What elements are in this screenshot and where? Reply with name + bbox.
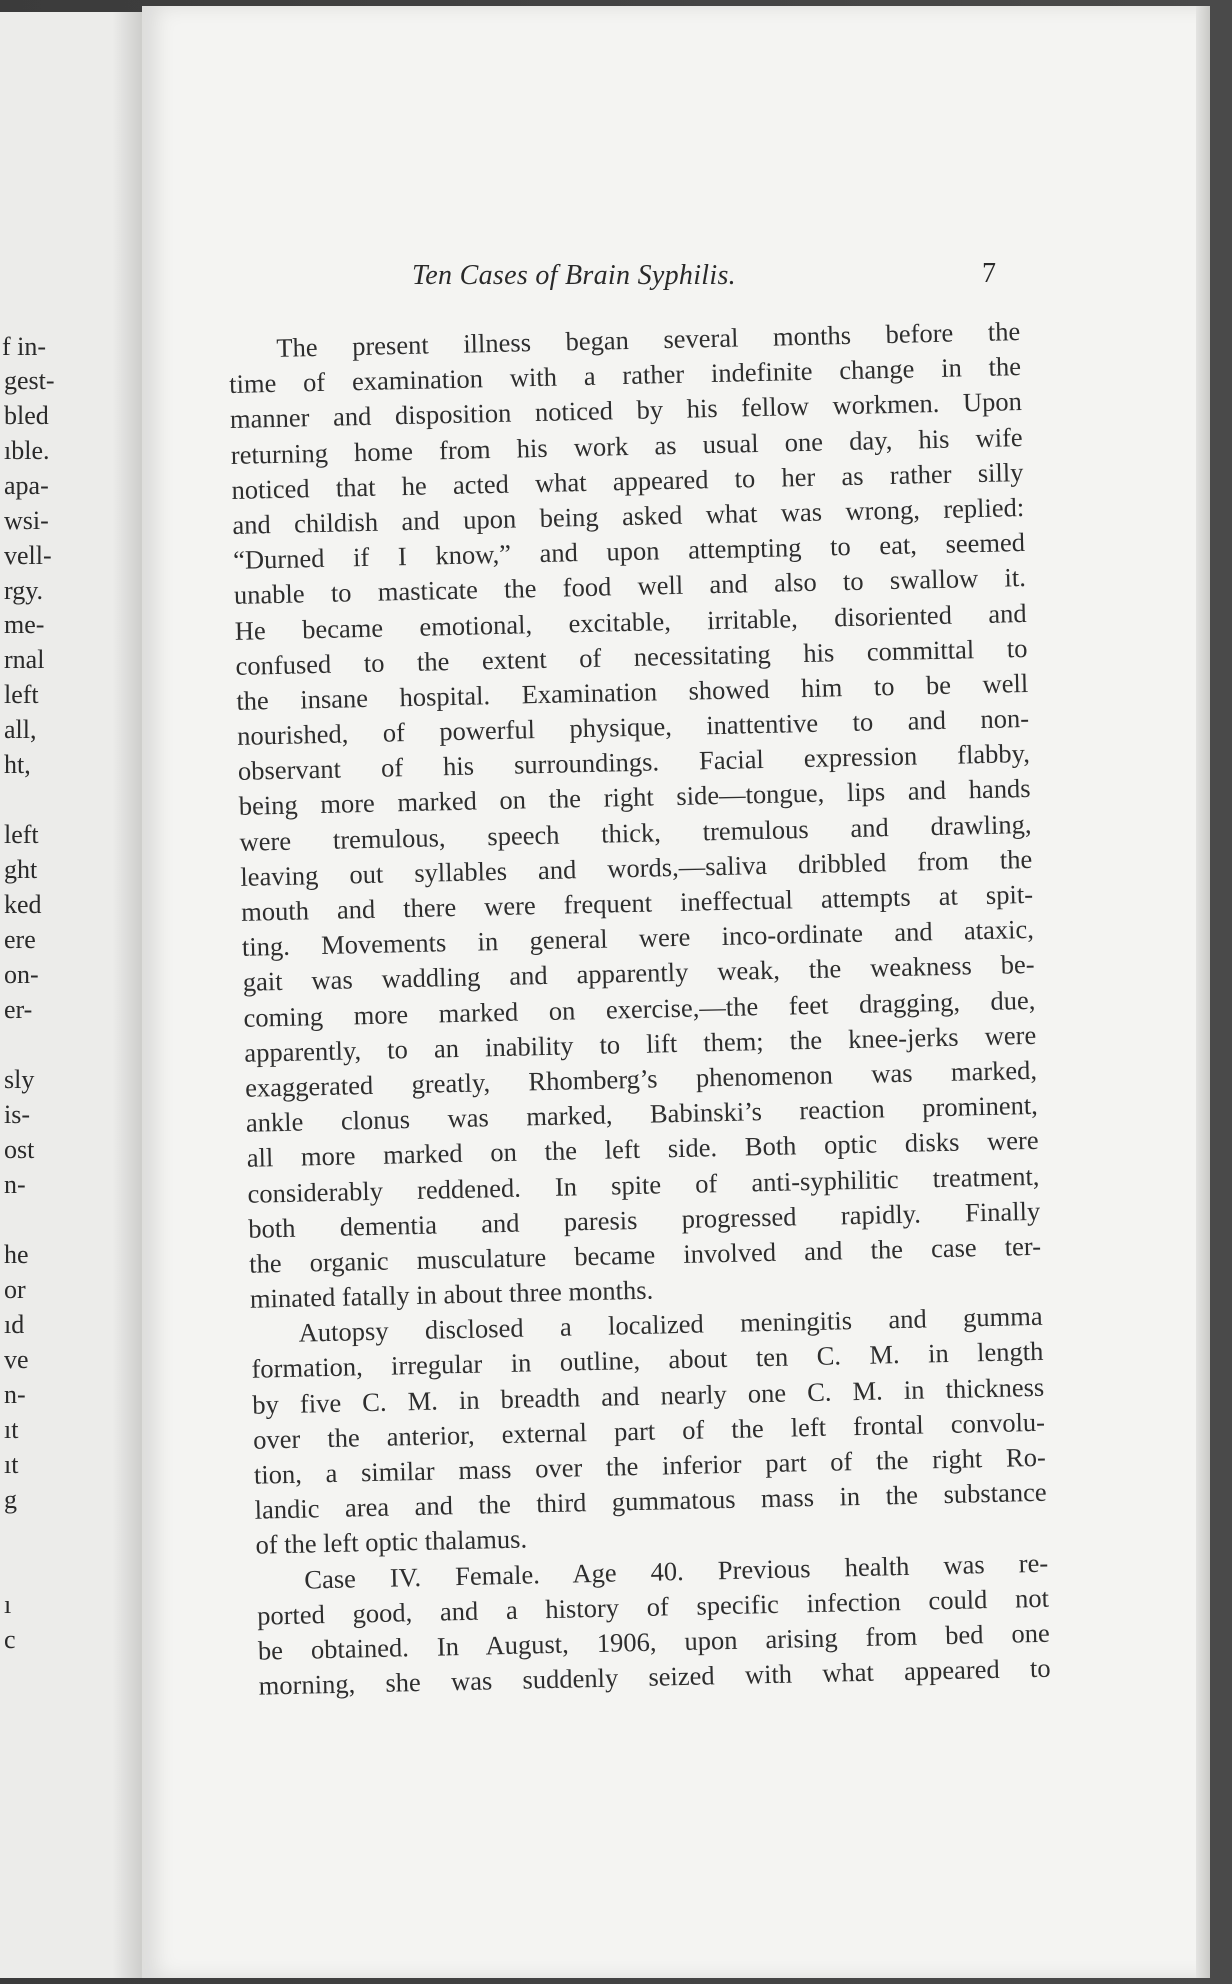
text-line: returning home from his work as usual one day, his wife	[230, 421, 1023, 470]
text-line: ported good, and a history of specific infection could not	[256, 1582, 1050, 1631]
text-line: minated fatally in about three months.	[249, 1274, 654, 1314]
text-line: ankle clonus was marked, Babinski’s reaction prominent,	[245, 1089, 1039, 1138]
left-page-fragment: on-	[4, 960, 39, 989]
left-page-fragment: apa-	[4, 471, 49, 500]
left-page-fragment: ıt	[4, 1415, 19, 1444]
left-page-fragment: ıd	[4, 1310, 25, 1339]
gutter-shadow	[112, 12, 140, 1978]
text-line: being more marked on the right side—tongue, lips and hands	[238, 773, 1031, 822]
text-line: ting. Movements in general were inco-ordinate and ataxic,	[241, 914, 1035, 963]
text-line: were tremulous, speech thick, tremulous and drawling,	[239, 808, 1032, 857]
paragraph	[256, 1545, 1051, 1704]
text-line: considerably reddened. In spite of anti-syphilitic treatment,	[247, 1160, 1040, 1209]
text-line: by five C. M. in breadth and nearly one C. M. in thickness	[251, 1371, 1045, 1420]
left-page-fragment: ıt	[4, 1450, 19, 1479]
left-page-fragment: gest-	[4, 366, 55, 395]
text-line: The present illness began several months before the	[276, 316, 1021, 363]
left-page-fragment: n-	[4, 1170, 26, 1199]
text-line: tion, a similar mass over the inferior part of the right Ro-	[253, 1441, 1047, 1490]
left-page-fragment: or	[4, 1275, 26, 1304]
text-line: unable to masticate the food well and also to swallow it.	[233, 562, 1027, 611]
text-line: exaggerated greatly, Rhomberg’s phenomenon was marked,	[244, 1054, 1038, 1103]
left-page-fragment: ere	[4, 925, 36, 954]
left-page-fragment: me-	[4, 610, 45, 639]
text-line: leaving out syllables and words,—saliva dribbled from the	[240, 843, 1033, 892]
text-line: apparently, to an inability to lift them; the knee-jerks were	[244, 1019, 1037, 1068]
left-page-fragment: rnal	[4, 645, 45, 674]
left-page-fragment: left	[4, 820, 39, 849]
left-page-fragment: sly	[4, 1065, 35, 1094]
text-line: nourished, of powerful physique, inattentive to and non-	[236, 702, 1030, 751]
left-page-fragment: ve	[4, 1345, 29, 1374]
left-page-fragment: is-	[4, 1100, 30, 1129]
text-line: gait was waddling and apparently weak, the weakness be-	[242, 949, 1035, 998]
text-line: confused to the extent of necessitating his committal to	[235, 632, 1028, 681]
text-line: mouth and there were frequent ineffectual attempts at spit-	[240, 878, 1034, 927]
text-line: Autopsy disclosed a localized meningitis and gumma	[298, 1301, 1043, 1348]
left-page-fragment: n-	[4, 1380, 26, 1409]
text-line: “Durned if I know,” and upon attempting to eat, seemed	[232, 527, 1026, 576]
running-head: Ten Cases of Brain Syphilis.	[412, 260, 736, 291]
paragraph	[250, 1299, 1047, 1563]
text-line: noticed that he acted what appeared to her as rather silly	[231, 456, 1024, 505]
text-line: both dementia and paresis progressed rapidly. Finally	[248, 1195, 1041, 1244]
text-line: manner and disposition noticed by his fellow workmen. Upon	[229, 386, 1023, 435]
text-line: landic area and the third gummatous mass in the substance	[254, 1476, 1047, 1525]
left-page-fragment: rgy.	[4, 576, 43, 605]
left-page-fragment: er-	[4, 995, 33, 1024]
left-page-fragment: g	[4, 1485, 17, 1514]
text-line: be obtained. In August, 1906, upon arising from bed one	[257, 1617, 1051, 1666]
text-line: of the left optic thalamus.	[255, 1523, 528, 1561]
left-page-edge	[0, 12, 142, 1978]
text-line: all more marked on the left side. Both optic disks were	[246, 1125, 1039, 1174]
left-page-fragment: left	[4, 680, 39, 709]
left-page-fragment: all,	[4, 715, 37, 744]
text-line: over the anterior, external part of the left frontal convolu-	[252, 1406, 1046, 1455]
right-page	[142, 6, 1210, 1978]
left-page-fragment: bled	[4, 401, 49, 430]
text-line: observant of his surroundings. Facial expression flabby,	[237, 738, 1031, 787]
page-number: 7	[982, 258, 996, 289]
text-line: time of examination with a rather indefinite change in the	[228, 351, 1022, 400]
page-edge	[1196, 6, 1210, 1978]
text-line: and childish and upon being asked what was wrong, replied:	[232, 491, 1025, 540]
left-page-fragment: ht,	[4, 750, 31, 779]
text-line: the insane hospital. Examination showed him to be well	[236, 667, 1029, 716]
left-page-fragment: ıble.	[4, 436, 50, 465]
left-page-fragment: ı	[4, 1590, 12, 1619]
paragraph	[228, 314, 1042, 1317]
text-line: morning, she was suddenly seized with what appeared to	[258, 1652, 1051, 1701]
left-page-fragment: he	[4, 1240, 29, 1269]
left-page-fragment: f in-	[2, 332, 47, 361]
text-line: formation, irregular in outline, about ten C. M. in length	[251, 1336, 1044, 1385]
left-page-fragment: ked	[4, 890, 42, 919]
left-page-fragment: ght	[4, 855, 38, 884]
text-line: He became emotional, excitable, irritable, disoriented and	[234, 597, 1027, 646]
left-page-fragment: wsi-	[4, 506, 49, 535]
left-page-fragment: ost	[4, 1135, 35, 1164]
text-line: the organic musculature became involved and the case ter-	[248, 1230, 1042, 1279]
body-text	[228, 314, 1051, 1704]
left-page-fragment: vell-	[4, 541, 52, 570]
text-line: Case IV. Female. Age 40. Previous health was re-	[303, 1547, 1049, 1595]
left-page-fragment: c	[4, 1625, 16, 1654]
text-line: coming more marked on exercise,—the feet dragging, due,	[243, 984, 1036, 1033]
